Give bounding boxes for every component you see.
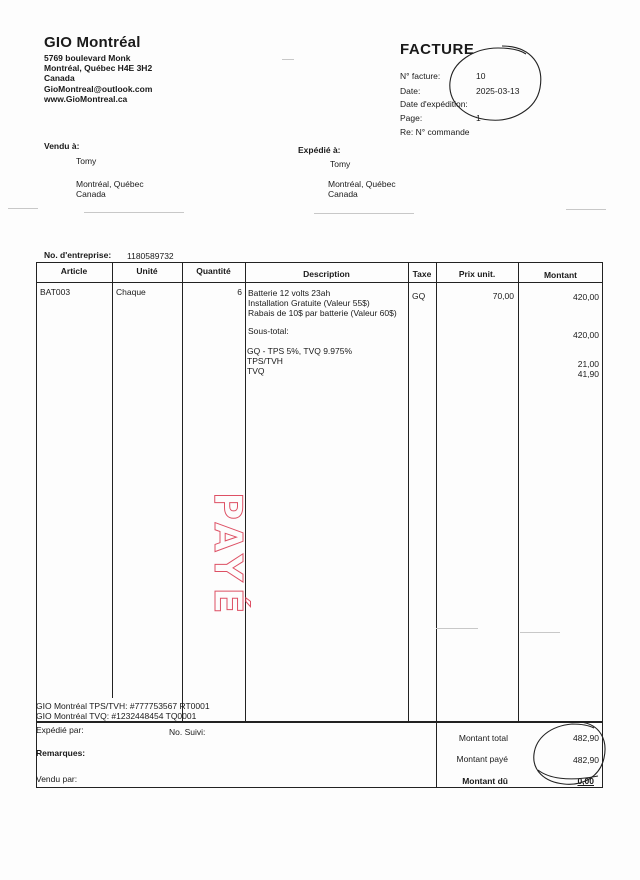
invoice-date-label: Date:	[400, 86, 421, 96]
company-country: Canada	[44, 73, 75, 83]
tax-registration-tps: GIO Montréal TPS/TVH: #777753567 RT0001	[36, 701, 210, 711]
invoice-number-value: 10	[476, 71, 486, 81]
sold-to-name: Tomy	[76, 156, 97, 166]
item-desc-line3: Rabais de 10$ par batterie (Valeur 60$)	[248, 308, 397, 318]
sold-by-label: Vendu par:	[36, 774, 78, 784]
sold-to-label: Vendu à:	[44, 141, 80, 151]
item-desc-line1: Batterie 12 volts 23ah	[248, 288, 331, 298]
hand-drawn-circle-icon	[520, 716, 610, 794]
column-divider	[112, 262, 113, 698]
scan-mark	[566, 209, 606, 210]
item-tax: GQ	[412, 291, 426, 301]
item-unit-price: 70,00	[492, 291, 514, 301]
column-divider	[182, 262, 183, 722]
total-value: 482,90	[573, 733, 599, 743]
header-description: Description	[303, 269, 350, 279]
shipped-to-country: Canada	[328, 189, 358, 199]
shipped-by-label: Expédié par:	[36, 725, 84, 735]
scan-mark	[282, 59, 294, 60]
subtotal-label: Sous-total:	[248, 326, 289, 336]
header-quantity: Quantité	[196, 266, 231, 276]
business-number-label: No. d'entreprise:	[44, 250, 112, 260]
item-quantity: 6	[237, 287, 242, 297]
hand-drawn-circle-icon	[440, 40, 550, 130]
footer-divider	[436, 722, 437, 788]
invoice-order-label: Re: N° commande	[400, 127, 470, 137]
company-address-line2: Montréal, Québec H4E 3H2	[44, 63, 153, 73]
header-tax: Taxe	[412, 269, 432, 279]
subtotal-value: 420,00	[573, 330, 599, 340]
tvq-label: TVQ	[247, 366, 265, 376]
tax-registration-tvq: GIO Montréal TVQ: #1232448454 TQ0001	[36, 711, 197, 721]
sold-to-country: Canada	[76, 189, 106, 199]
paid-stamp: PAYÉ	[206, 492, 250, 620]
invoice-ship-date-label: Date d'expédition:	[400, 99, 468, 109]
paid-label: Montant payé	[456, 754, 508, 764]
column-divider	[436, 262, 437, 722]
invoice-date-value: 2025-03-13	[476, 86, 520, 96]
invoice-title: FACTURE	[400, 41, 475, 58]
company-website: www.GioMontreal.ca	[44, 94, 128, 104]
scan-mark	[520, 632, 560, 633]
item-unit: Chaque	[116, 287, 146, 297]
column-divider	[518, 262, 519, 722]
header-article: Article	[60, 266, 88, 276]
invoice-page-value: 1	[476, 113, 481, 123]
footer-box	[36, 722, 603, 788]
header-unit-price: Prix unit.	[458, 269, 496, 279]
company-name: GIO Montréal	[44, 34, 141, 51]
header-unit: Unité	[136, 266, 158, 276]
company-email: GioMontreal@outlook.com	[44, 84, 153, 94]
header-amount: Montant	[543, 270, 578, 280]
tvq-value: 41,90	[577, 369, 599, 379]
shipped-to-label: Expédié à:	[298, 145, 341, 155]
tracking-label: No. Suivi:	[169, 727, 206, 737]
shipped-to-name: Tomy	[330, 159, 351, 169]
due-value: 0,00	[577, 776, 594, 786]
business-number-value: 1180589732	[127, 251, 174, 261]
item-desc-line2: Installation Gratuite (Valeur 55$)	[248, 298, 370, 308]
tps-label: TPS/TVH	[247, 356, 283, 366]
scan-mark	[8, 208, 38, 209]
item-amount: 420,00	[573, 292, 599, 302]
scan-mark	[436, 628, 478, 629]
due-label: Montant dû	[462, 776, 508, 786]
remarks-label: Remarques:	[36, 748, 86, 758]
sold-to-city: Montréal, Québec	[76, 179, 144, 189]
tps-value: 21,00	[577, 359, 599, 369]
company-address-line1: 5769 boulevard Monk	[44, 53, 131, 63]
paid-value: 482,90	[573, 755, 599, 765]
invoice-number-label: N° facture:	[400, 71, 441, 81]
column-divider	[408, 262, 409, 722]
scan-mark	[314, 213, 414, 214]
tax-description: GQ - TPS 5%, TVQ 9.975%	[247, 346, 353, 356]
item-article: BAT003	[40, 287, 71, 297]
total-label: Montant total	[458, 733, 508, 743]
invoice-page-label: Page:	[400, 113, 423, 123]
shipped-to-city: Montréal, Québec	[328, 179, 396, 189]
scan-mark	[84, 212, 184, 213]
